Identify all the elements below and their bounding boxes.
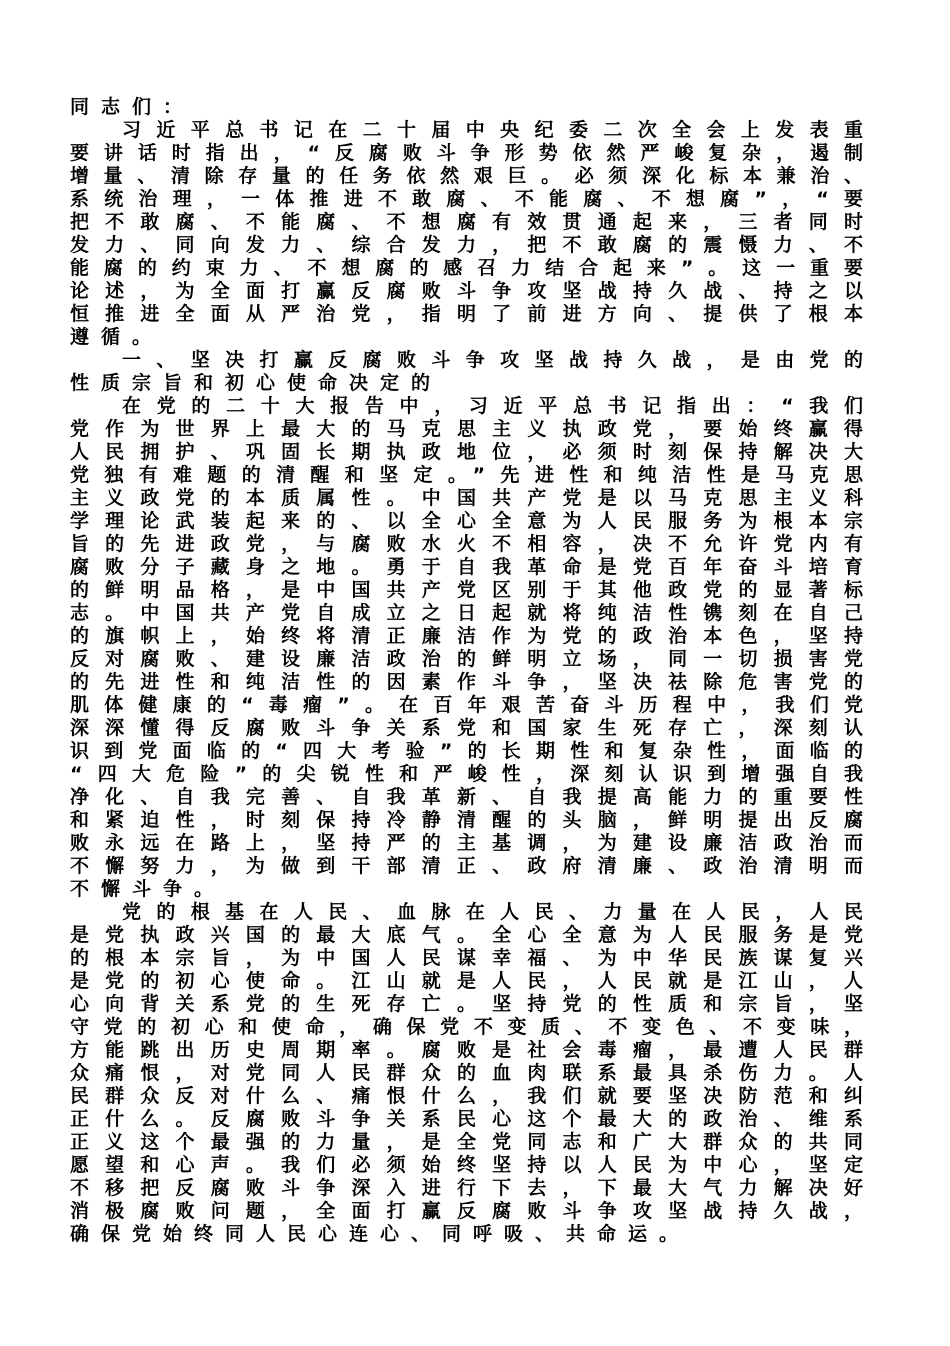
text-line: 的旗帜上，始终将清正廉洁作为党的政治本色，坚持	[70, 625, 865, 647]
text-line: 肌体健康的“毒瘤”。在百年艰苦奋斗历程中，我们党	[70, 694, 865, 716]
text-line: 不移把反腐败斗争深入进行下去，下最大气力解决好	[70, 1177, 865, 1199]
text-line: 正义这个最强的力量，是全党同志和广大群众的共同	[70, 1131, 865, 1153]
text-line: 众痛恨，对党同人民群众的血肉联系最具杀伤力。人	[70, 1062, 865, 1084]
text-line: 把不敢腐、不能腐、不想腐有效贯通起来，三者同时	[70, 211, 865, 233]
text-line: 的根本宗旨，为中国人民谋幸福、为中华民族谋复兴	[70, 947, 865, 969]
text-line: 深深懂得反腐败斗争关系党和国家生死存亡，深刻认	[70, 717, 865, 739]
text-line: 正什么。反腐败斗争关系民心这个最大的政治、维系	[70, 1108, 865, 1130]
text-line: 人民拥护、巩固长期执政地位，必须时刻保持解决大	[70, 441, 865, 463]
text-line: 心向背关系党的生死存亡。坚持党的性质和宗旨，坚	[70, 993, 865, 1015]
text-line: 反对腐败、建设廉洁政治的鲜明立场，同一切损害党	[70, 648, 865, 670]
text-line: 性质宗旨和初心使命决定的	[70, 372, 443, 394]
text-line: 能腐的约束力、不想腐的感召力结合起来”。这一重要	[70, 257, 865, 279]
text-line: 的鲜明品格，是中国共产党区别于其他政党的显著标	[70, 579, 865, 601]
text-line: 一、坚决打赢反腐败斗争攻坚战持久战，是由党的	[122, 349, 865, 371]
text-line: 民群众反对什么、痛恨什么，我们就要坚决防范和纠	[70, 1085, 865, 1107]
text-line: “四大危险”的尖锐性和严峻性，深刻认识到增强自我	[70, 763, 865, 785]
text-line: 方能跳出历史周期率。腐败是社会毒瘤，最遭人民群	[70, 1039, 865, 1061]
text-line: 发力、同向发力、综合发力，把不敢腐的震慑力、不	[70, 234, 865, 256]
text-line: 学理论武装起来的、以全心全意为人民服务为根本宗	[70, 510, 865, 532]
text-line: 志。中国共产党自成立之日起就将纯洁性镌刻在自己	[70, 602, 865, 624]
document-page	[70, 96, 865, 1246]
text-line: 腐败分子藏身之地。勇于自我革命是党百年奋斗培育	[70, 556, 865, 578]
text-line: 恒推进全面从严治党，指明了前进方向、提供了根本	[70, 303, 865, 325]
text-line: 是党执政兴国的最大底气。全心全意为人民服务是党	[70, 924, 865, 946]
text-line: 在党的二十大报告中，习近平总书记指出：“我们	[122, 395, 865, 417]
text-line: 论述，为全面打赢反腐败斗争攻坚战持久战、持之以	[70, 280, 865, 302]
text-line: 识到党面临的“四大考验”的长期性和复杂性，面临的	[70, 740, 865, 762]
text-line: 习近平总书记在二十届中央纪委二次全会上发表重	[122, 119, 865, 141]
text-line: 党独有难题的清醒和坚定。”先进性和纯洁性是马克思	[70, 464, 865, 486]
text-line: 净化、自我完善、自我革新、自我提高能力的重要性	[70, 786, 865, 808]
text-line: 增量、清除存量的任务依然艰巨。必须深化标本兼治、	[70, 165, 865, 187]
text-line: 党的根基在人民、血脉在人民、力量在人民，人民	[122, 901, 865, 923]
text-line: 同志们：	[70, 96, 195, 118]
text-line: 是党的初心使命。江山就是人民，人民就是江山，人	[70, 970, 865, 992]
text-line: 消极腐败问题，全面打赢反腐败斗争攻坚战持久战，	[70, 1200, 865, 1222]
text-line: 的先进性和纯洁性的因素作斗争，坚决祛除危害党的	[70, 671, 865, 693]
text-line: 确保党始终同人民心连心、同呼吸、共命运。	[70, 1223, 691, 1245]
text-line: 守党的初心和使命，确保党不变质、不变色、不变味，	[70, 1016, 865, 1038]
text-line: 不懈努力，为做到干部清正、政府清廉、政治清明而	[70, 855, 865, 877]
text-line: 遵循。	[70, 326, 164, 348]
text-line: 主义政党的本质属性。中国共产党是以马克思主义科	[70, 487, 865, 509]
text-line: 愿望和心声。我们必须始终坚持以人民为中心，坚定	[70, 1154, 865, 1176]
text-line: 系统治理，一体推进不敢腐、不能腐、不想腐”，“要	[70, 188, 865, 210]
text-line: 和紧迫性，时刻保持冷静清醒的头脑，鲜明提出反腐	[70, 809, 865, 831]
text-line: 要讲话时指出，“反腐败斗争形势依然严峻复杂，遏制	[70, 142, 865, 164]
text-line: 不懈斗争。	[70, 878, 226, 900]
text-line: 旨的先进政党，与腐败水火不相容，决不允许党内有	[70, 533, 865, 555]
text-line: 党作为世界上最大的马克思主义执政党，要始终赢得	[70, 418, 865, 440]
text-line: 败永远在路上，坚持严的主基调，为建设廉洁政治而	[70, 832, 865, 854]
